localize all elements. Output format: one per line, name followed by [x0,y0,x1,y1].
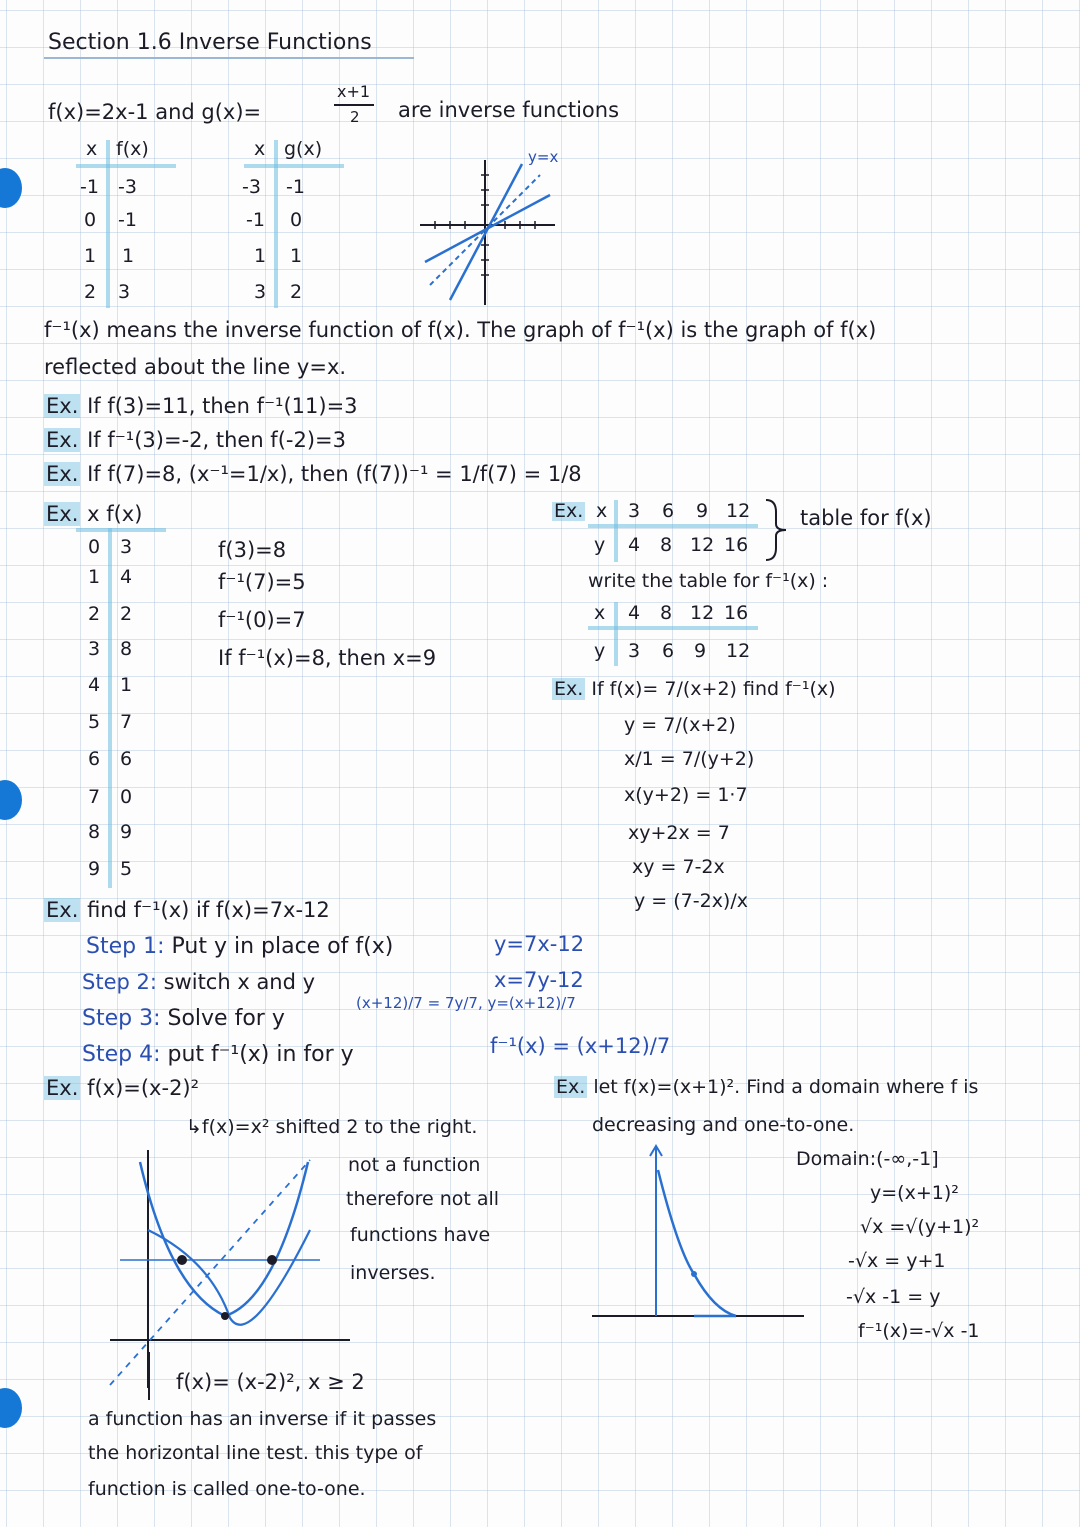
table-example-fx-cell: 4 [120,566,133,588]
intro-prefix: f(x)=2x-1 and g(x)= [48,100,262,124]
domain-step-3: -√x = y+1 [848,1250,946,1272]
inverse-table-x-3: 16 [724,602,749,624]
table-f-cell: 0 [84,209,97,231]
inverse-table-x-0: 4 [628,602,641,624]
intro-suffix: are inverse functions [398,98,620,122]
table-example-fx-cell: 8 [120,638,133,660]
square-note-2: not a function [348,1154,481,1176]
inverse-table-divider [614,602,618,666]
table-example-x-cell: 7 [88,786,101,808]
table-example-x-cell: 9 [88,858,101,880]
linear-step-4 [82,1044,354,1066]
rational-example-prompt [552,680,836,699]
rational-step-3: x(y+2) = 1·7 [624,784,748,806]
inverse-table-x-2: 12 [690,602,715,624]
page-title: Section 1.6 Inverse Functions [48,30,372,55]
linear-prompt-text: find f⁻¹(x) if f(x)=7x-12 [87,898,330,922]
table-example-fx-cell: 5 [120,858,133,880]
square-conclusion-3: function is called one-to-one. [88,1478,366,1500]
right-table-instruction: write the table for f⁻¹(x) : [588,570,829,592]
g-numerator: x+1 [337,82,371,101]
table-g-header-gx: g(x) [284,138,323,160]
linear-work-1: y=7x-12 [494,932,585,956]
linear-work-2: x=7y-12 [494,968,584,992]
right-table-y-1: 8 [660,534,673,556]
inverse-table-y-label: y [594,640,606,662]
table-g-cell: 0 [290,209,303,231]
square-conclusion-2: the horizontal line test. this type of [88,1442,423,1464]
definition-line-2: reflected about the line y=x. [44,355,347,379]
table-example-fx-cell: 0 [120,786,133,808]
example-1 [44,396,358,417]
inverse-table-y-2: 9 [694,640,707,662]
table-example-x-cell: 4 [88,674,101,696]
table-g-rule [244,164,344,168]
domain-value: Domain:(-∞,-1] [796,1148,939,1170]
branch-curve [658,1170,736,1316]
rational-step-4: xy+2x = 7 [628,822,730,844]
step-text: Solve for y [167,1006,285,1031]
ex-tag: Ex. [554,678,584,700]
fact-4: If f⁻¹(x)=8, then x=9 [218,646,437,670]
right-table-y-3: 16 [724,534,749,556]
table-example-fx-cell: 1 [120,674,133,696]
table-f-cell: 1 [122,245,135,267]
right-table-x-3: 12 [726,500,751,522]
square-note-3: therefore not all [346,1188,500,1210]
table-f-divider [106,140,110,308]
rational-step-1: y = 7/(x+2) [624,714,736,736]
step-text: put f⁻¹(x) in for y [167,1042,354,1067]
square-note-4: functions have [350,1224,491,1246]
right-table-y-2: 12 [690,534,715,556]
square-conclusion-1: a function has an inverse if it passes [88,1408,437,1430]
restricted-divider [148,1352,150,1400]
domain-example-prompt-1 [554,1078,978,1097]
g-fraction-bar [334,104,374,106]
linear-work-4: f⁻¹(x) = (x+12)/7 [490,1034,671,1058]
ex-tag: Ex. [46,462,79,486]
linear-step-1 [86,936,393,958]
table-f-cell: -1 [118,209,137,231]
table-example-divider [108,528,112,888]
table-g-cell: 3 [254,281,267,303]
linear-step-2 [82,972,315,993]
step-text: Put y in place of f(x) [171,934,394,959]
brace-label: table for f(x) [800,506,932,530]
table-example-x: x [87,502,100,526]
example-3-text: If f(7)=8, (x⁻¹=1/x), then (f(7))⁻¹ = 1/f(7) = 1/8 [87,462,582,486]
intro-statement [48,102,261,123]
domain-example-prompt-2: decreasing and one-to-one. [592,1114,855,1136]
domain-prompt-text: let f(x)=(x+1)². Find a domain where f is [593,1076,979,1098]
table-f-header-x: x [86,138,98,160]
square-example-prompt [44,1078,199,1099]
table-example-x-cell: 3 [88,638,101,660]
table-g-cell: -1 [286,176,305,198]
right-table-y-label: y [594,534,606,556]
right-table-x-0: 3 [628,500,641,522]
table-example-x-cell: 8 [88,821,101,843]
table-example-fx: f(x) [106,502,143,526]
inverse-table-y-1: 6 [662,640,675,662]
table-f-cell: 2 [84,281,97,303]
parabola-reflection [148,1230,310,1325]
brace-icon [762,498,792,562]
rational-step-2: x/1 = 7/(y+2) [624,748,755,770]
definition-line-1: f⁻¹(x) means the inverse function of f(x). The graph of f⁻¹(x) is the graph of f(x) [44,318,877,342]
right-table-x-2: 9 [696,500,709,522]
right-table-x-1: 6 [662,500,675,522]
fact-3: f⁻¹(0)=7 [218,608,306,632]
domain-step-2: √x =√(y+1)² [860,1216,980,1238]
fact-1: f(3)=8 [218,538,287,562]
domain-step-4: -√x -1 = y [846,1286,941,1308]
step-text: switch x and y [163,970,316,994]
table-g-cell: -1 [246,209,265,231]
step-label: Step 2: [82,970,157,994]
square-note-1: ↳f(x)=x² shifted 2 to the right. [186,1116,478,1138]
rational-prompt-text: If f(x)= 7/(x+2) find f⁻¹(x) [591,678,836,700]
table-example-x-cell: 5 [88,711,101,733]
ex-tag: Ex. [46,898,79,922]
domain-step-1: y=(x+1)² [870,1182,959,1204]
table-f-cell: 3 [118,281,131,303]
step-label: Step 4: [82,1042,161,1067]
binder-hole [0,780,22,820]
rational-step-6: y = (7-2x)/x [634,890,748,912]
domain-step-5: f⁻¹(x)=-√x -1 [858,1320,980,1342]
table-example-x-cell: 0 [88,536,101,558]
table-f-cell: -1 [80,176,99,198]
ex-tag: Ex. [556,1076,586,1098]
square-note-5: inverses. [350,1262,436,1284]
ex-tag: Ex. [46,1076,79,1100]
table-example-header [44,504,142,525]
linear-example-prompt [44,900,330,921]
graph-label-y-equals-x: y=x [528,148,559,166]
table-g-cell: -3 [242,176,261,198]
table-example-rule [76,528,166,532]
table-g-divider [274,140,278,308]
ex-tag: Ex. [46,502,79,526]
table-example-fx-cell: 6 [120,748,133,770]
table-example-fx-cell: 3 [120,536,133,558]
table-f-cell: -3 [118,176,137,198]
inverse-table-x-1: 8 [660,602,673,624]
inverse-table-y-3: 12 [726,640,751,662]
table-example-fx-cell: 2 [120,603,133,625]
binder-hole [0,168,22,208]
parabola-y-equals-x [110,1160,310,1385]
square-prompt-text: f(x)=(x-2)² [87,1076,200,1100]
ex-tag: Ex. [46,428,79,452]
inverse-graph [410,150,570,310]
title-underline [44,57,414,59]
step-label: Step 3: [82,1006,161,1031]
table-g-cell: 1 [254,245,267,267]
table-example-x-cell: 1 [88,566,101,588]
right-table-x-label: x [596,500,608,522]
step-label: Step 1: [86,934,165,959]
table-example-fx-cell: 7 [120,711,133,733]
parabola-graph [100,1140,360,1390]
g-denominator: 2 [350,108,360,126]
table-g-cell: 2 [290,281,303,303]
binder-hole [0,1388,22,1428]
ex-tag: Ex. [554,500,584,522]
table-example-x-cell: 2 [88,603,101,625]
example-1-text: If f(3)=11, then f⁻¹(11)=3 [87,394,358,418]
inverse-table-x-label: x [594,602,606,624]
table-f-cell: 1 [84,245,97,267]
example-2 [44,430,346,451]
right-table-divider [614,500,618,562]
table-g-header-x: x [254,138,266,160]
decreasing-branch-graph [588,1140,808,1340]
inverse-table-y-0: 3 [628,640,641,662]
table-example-x-cell: 6 [88,748,101,770]
right-table-y-0: 4 [628,534,641,556]
rational-step-5: xy = 7-2x [632,856,725,878]
table-example-fx-cell: 9 [120,821,133,843]
table-f-header-fx: f(x) [116,138,149,160]
linear-step-3 [82,1008,285,1030]
linear-work-3: (x+12)/7 = 7y/7, y=(x+12)/7 [356,994,576,1012]
fact-2: f⁻¹(7)=5 [218,570,306,594]
example-3 [44,464,582,485]
square-restricted: f(x)= (x-2)², x ≥ 2 [176,1370,365,1394]
table-g-cell: 1 [290,245,303,267]
example-2-text: If f⁻¹(3)=-2, then f(-2)=3 [87,428,346,452]
ex-tag: Ex. [46,394,79,418]
table-f-rule [76,164,176,168]
